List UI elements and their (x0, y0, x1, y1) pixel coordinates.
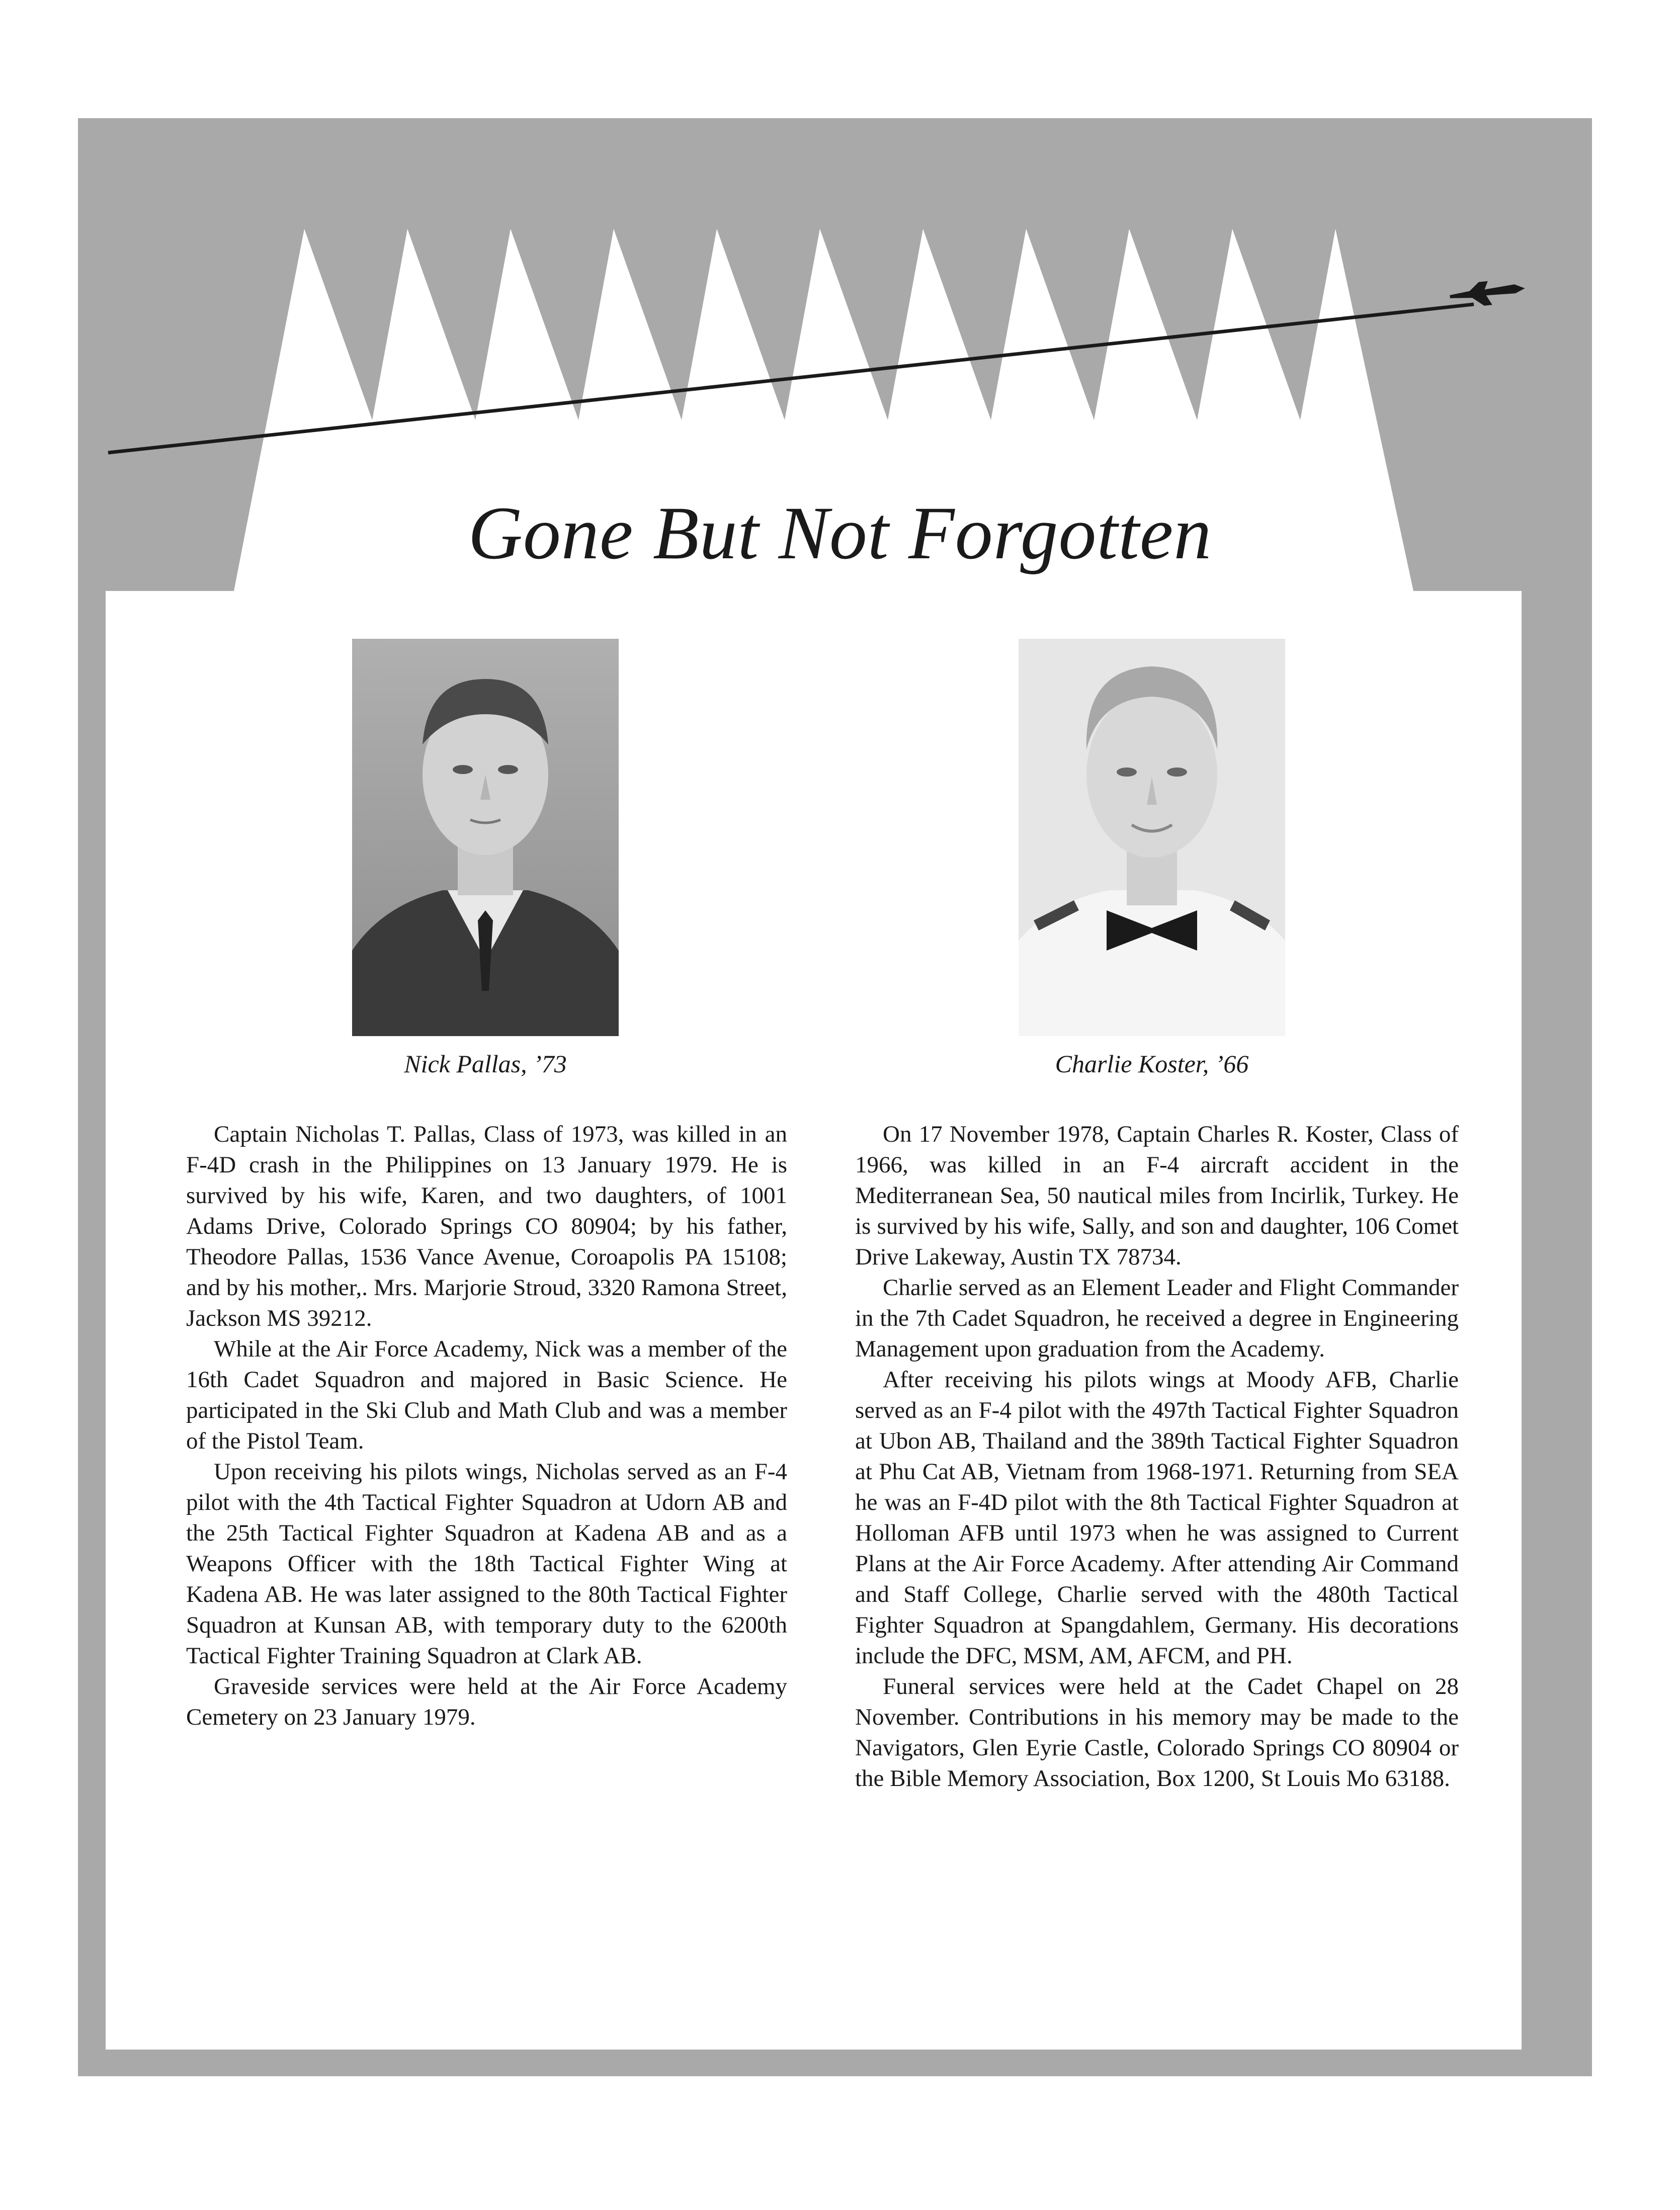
portrait-nick-pallas (352, 639, 619, 1036)
paragraph: Graveside services were held at the Air Force Academy Cemetery on 23 January 1979. (186, 1673, 787, 1730)
paragraph: Charlie served as an Element Leader and Flight Commander in the 7th Cadet Squadron, he received a degree in Engineering Management upon graduation from the Academy. (855, 1274, 1459, 1362)
caption-nick-pallas: Nick Pallas, ’73 (404, 1050, 567, 1078)
paragraph: Funeral services were held at the Cadet Chapel on 28 November. Contributions in his memory may be made to the Navigators, Glen Eyrie Castle, Colorado Springs CO 80904 or the Bible Memory Association, Box 1200, St Louis Mo 63188. (855, 1673, 1459, 1792)
paragraph: Captain Nicholas T. Pallas, Class of 1973, was killed in an F-4D crash in the Philippines on 13 January 1979. He is survived by his wife, Karen, and two daughters, of 1001 Adams Drive, Colorado Springs CO 80904; by his father, Theodore Pallas, 1536 Vance Avenue, Coroapolis PA 15108; and by his mother,. Mrs. Marjorie Stroud, 3320 Ramona Street, Jackson MS 39212. (186, 1121, 787, 1331)
portrait-charlie-koster (1019, 639, 1285, 1036)
paragraph: After receiving his pilots wings at Moody AFB, Charlie served as an F-4 pilot with the 497th Tactical Fighter Squadron at Ubon AB, Thailand and the 389th Tactical Fighter Squadron at Phu Cat AB, Vietnam from 1968-1971. Returning from SEA he was an F-4D pilot with the 8th Tactical Fighter Squadron at Holloman AFB until 1973 when he was assigned to Current Plans at the Air Force Academy. After attending Air Command and Staff College, Charlie served with the 480th Tactical Fighter Squadron at Spangdahlem, Germany. His decorations include the DFC, MSM, AM, AFCM, and PH. (855, 1367, 1459, 1669)
paragraph: On 17 November 1978, Captain Charles R. Koster, Class of 1966, was killed in an F-4 aircraft accident in the Mediterranean Sea, 50 nautical miles from Incirlik, Turkey. He is survived by his wife, Sally, and son and daughter, 106 Comet Drive Lakeway, Austin TX 78734. (855, 1121, 1459, 1270)
paragraph: Upon receiving his pilots wings, Nicholas served as an F-4 pilot with the 4th Tactical Fighter Squadron at Udorn AB and the 25th Tactical Fighter Squadron at Kadena AB and as a Weapons Officer with the 18th Tactical Fighter Wing at Kadena AB. He was later assigned to the 80th Tactical Fighter Squadron at Kunsan AB, with temporary duty to the 6200th Tactical Fighter Training Squadron at Clark AB. (186, 1459, 787, 1669)
caption-charlie-koster: Charlie Koster, ’66 (1055, 1050, 1249, 1078)
page-title: Gone But Not Forgotten (468, 491, 1212, 575)
obituary-right (855, 1119, 1459, 1794)
paragraph: While at the Air Force Academy, Nick was a member of the 16th Cadet Squadron and majored in Basic Science. He participated in the Ski Club and Math Club and was a member of the Pistol Team. (186, 1336, 787, 1454)
obituary-left (186, 1119, 787, 1733)
